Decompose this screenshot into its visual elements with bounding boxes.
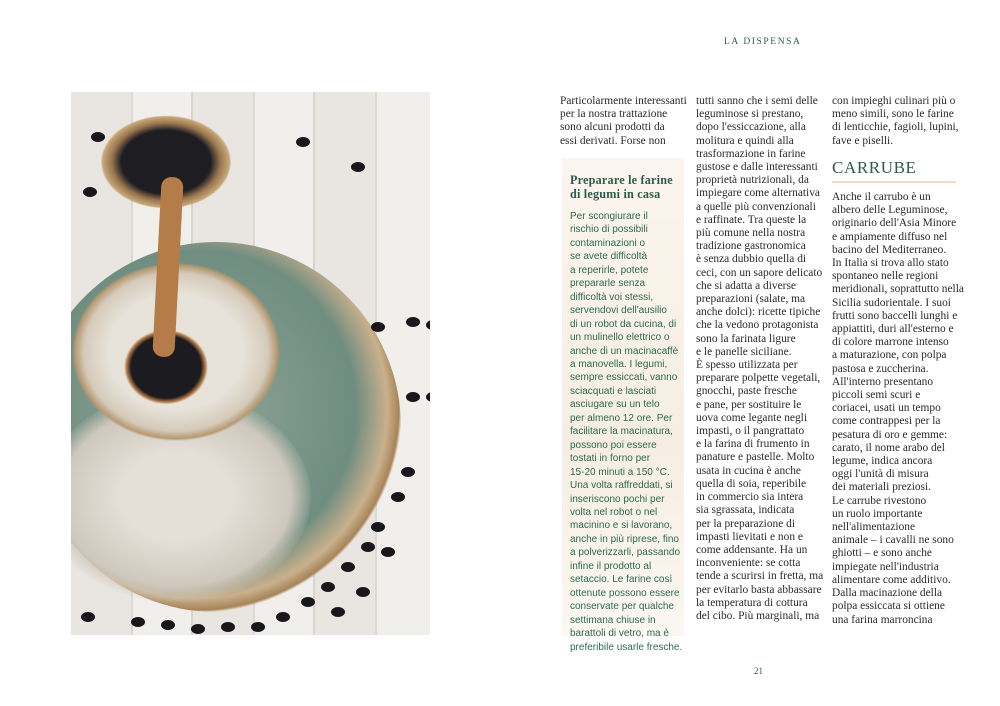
- bean: [351, 162, 365, 172]
- text-line: sciacquati e lasciati: [570, 385, 657, 397]
- text-line: È spesso utilizzata per: [696, 359, 798, 372]
- bean: [81, 612, 95, 622]
- text-line: Una volta raffreddati, si: [570, 480, 673, 492]
- text-line: un mulinello elettrico o: [570, 332, 670, 344]
- text-line: e la farina di frumento in: [696, 438, 810, 451]
- page-number: 21: [754, 666, 763, 676]
- bean: [371, 522, 385, 532]
- text-line: Dalla macinazione della: [832, 587, 943, 600]
- text-line: inseriscono pochi per: [570, 493, 665, 505]
- text-line: gnocchi, paste fresche: [696, 385, 797, 398]
- text-line: se avete difficoltà: [570, 251, 648, 263]
- bean: [361, 542, 375, 552]
- text-line: e pane, per sostituire le: [696, 398, 802, 411]
- text-line: e le panelle siciliane.: [696, 345, 792, 358]
- bean: [406, 392, 420, 402]
- text-line: che si adatta a diverse: [696, 279, 796, 292]
- text-line: 15-20 minuti a 150 °C.: [570, 466, 670, 478]
- bean: [296, 137, 310, 147]
- bean: [91, 132, 105, 142]
- text-line: proprietà nutrizionali, da: [696, 174, 809, 187]
- text-line: Preparare le farine: [570, 173, 673, 187]
- text-line: ceci, con un sapore delicato: [696, 266, 823, 279]
- text-line: appiattiti, duri all'esterno e: [832, 323, 954, 336]
- text-line: impasti lievitati e non e: [696, 530, 803, 543]
- bean: [331, 607, 345, 617]
- text-line: uova come legante negli: [696, 411, 808, 424]
- text-line: un ruolo importante: [832, 507, 923, 520]
- text-line: Sicilia sudorientale. I suoi: [832, 296, 951, 309]
- bean: [276, 612, 290, 622]
- sidebar-title: [570, 173, 673, 201]
- text-line: ghiotti – e sono anche: [832, 547, 932, 560]
- text-line: dopo l'essiccazione, alla: [696, 121, 806, 134]
- text-line: sia sgrassata, indicata: [696, 504, 795, 517]
- text-line: più comune nella nostra: [696, 227, 806, 240]
- text-line: una farina marroncina: [832, 613, 933, 626]
- text-line: sempre essiccati, vanno: [570, 372, 678, 384]
- column-1: [560, 95, 687, 148]
- text-line: setaccio. Le farine così: [570, 574, 673, 586]
- text-line: è senza dubbio quella di: [696, 253, 807, 266]
- text-line: impasti, o il pangrattato: [696, 425, 805, 438]
- text-line: albero delle Leguminose,: [832, 204, 948, 217]
- text-line: infine il prodotto al: [570, 560, 652, 572]
- text-line: ottenute possono essere: [570, 587, 680, 599]
- text-line: e raffinate. Tra queste la: [696, 213, 807, 226]
- bean: [426, 320, 430, 330]
- text-line: Per scongiurare il: [570, 211, 648, 222]
- text-line: usata in cucina è anche: [696, 464, 801, 477]
- section-heading-carrube: CARRUBE: [832, 158, 917, 177]
- text-line: la temperatura di cottura: [696, 596, 808, 609]
- text-line: tradizione gastronomica: [696, 240, 806, 253]
- bean: [406, 317, 420, 327]
- text-line: di lenticchie, fagioli, lupini,: [832, 121, 959, 134]
- bean: [371, 322, 385, 332]
- bean: [161, 620, 175, 630]
- bean: [191, 624, 205, 634]
- bean: [401, 467, 415, 477]
- text-line: sono la farinata ligure: [696, 332, 796, 345]
- column-3-body: [832, 191, 964, 627]
- text-line: e ampiamente diffuso nel: [832, 230, 948, 243]
- text-line: difficoltà voi stessi,: [570, 291, 654, 303]
- text-line: anche di un macinacaffè: [570, 345, 679, 357]
- text-line: impiegate nell'industria: [832, 560, 939, 573]
- text-line: spontaneo nelle regioni: [832, 270, 939, 283]
- text-line: animale – i cavalli ne sono: [832, 534, 954, 547]
- text-line: polpa essiccata si ottiene: [832, 600, 945, 613]
- text-line: barattoli di vetro, ma è: [570, 628, 669, 640]
- text-line: volta nel robot o nel: [570, 506, 658, 518]
- text-line: a polverizzarli, passando: [570, 547, 681, 559]
- text-line: tutti sanno che i semi delle: [696, 95, 818, 107]
- text-line: come addensante. Ha un: [696, 543, 808, 556]
- bean: [301, 597, 315, 607]
- text-line: conservate per qualche: [570, 601, 674, 613]
- text-line: nell'alimentazione: [832, 521, 916, 534]
- text-line: quella di soia, reperibile: [696, 477, 807, 490]
- text-line: servendovi dell'ausilio: [570, 305, 667, 317]
- sidebar-body: [570, 210, 682, 654]
- bean: [131, 617, 145, 627]
- text-line: Anche il carrubo è un: [832, 191, 931, 203]
- text-line: trasformazione in farine: [696, 147, 806, 160]
- bean: [251, 622, 265, 632]
- text-line: oggi l'unità di misura: [832, 468, 929, 481]
- text-line: asciugare su un telo: [570, 399, 660, 411]
- text-line: di legumi in casa: [570, 187, 661, 201]
- text-line: coriacei, usati un tempo: [832, 402, 941, 415]
- bean: [426, 392, 430, 402]
- bean: [221, 622, 235, 632]
- text-line: leguminose si prestano,: [696, 108, 804, 121]
- text-line: meridionali, soprattutto nella: [832, 283, 964, 296]
- text-line: che la vedono protagonista: [696, 319, 819, 332]
- text-line: essi derivati. Forse non: [560, 134, 666, 147]
- text-line: con impieghi culinari più o: [832, 95, 956, 107]
- bean: [321, 582, 335, 592]
- text-line: inconveniente: se cotta: [696, 557, 801, 570]
- text-line: bacino del Mediterraneo.: [832, 243, 947, 256]
- text-line: fave e piselli.: [832, 134, 894, 147]
- text-line: legume, indica ancora: [832, 455, 933, 468]
- bean: [341, 562, 355, 572]
- text-line: possono poi essere: [570, 439, 657, 451]
- bean: [391, 492, 405, 502]
- text-line: meno simili, sono le farine: [832, 108, 954, 121]
- text-line: per evitarlo basta abbassare: [696, 583, 822, 596]
- text-line: tostati in forno per: [570, 453, 651, 465]
- text-line: molitura e quindi alla: [696, 134, 794, 147]
- text-line: settimana chiuse in: [570, 614, 656, 626]
- text-line: originario dell'Asia Minore: [832, 217, 957, 230]
- text-line: pastosa e zuccherina.: [832, 362, 929, 375]
- text-line: Le carrube rivestono: [832, 494, 927, 507]
- text-line: preparazioni (salate, ma: [696, 293, 806, 306]
- bean: [381, 547, 395, 557]
- section-header: LA DISPENSA: [724, 37, 802, 47]
- text-line: a quelle più convenzionali: [696, 200, 816, 213]
- text-line: del cibo. Più marginali, ma: [696, 609, 820, 622]
- text-line: contaminazioni o: [570, 237, 646, 249]
- heading-rule: [832, 181, 956, 183]
- text-line: prepararle senza: [570, 278, 646, 290]
- text-line: preferibile usarle fresche.: [570, 641, 683, 653]
- text-line: carato, il nome arabo del: [832, 441, 945, 454]
- text-line: panature e pastelle. Molto: [696, 451, 815, 464]
- text-line: In Italia si trova allo stato: [832, 257, 949, 270]
- text-line: per la preparazione di: [696, 517, 795, 530]
- column-2: [696, 95, 823, 623]
- text-line: tende a scurirsi in fretta, ma: [696, 570, 824, 583]
- text-line: sono alcuni prodotti da: [560, 121, 665, 134]
- text-line: macinino e si lavorano,: [570, 520, 673, 532]
- food-photo: [71, 92, 430, 635]
- text-line: come contrappesi per la: [832, 415, 941, 428]
- text-line: pesatura di oro e gemme:: [832, 428, 948, 441]
- text-line: Particolarmente interessanti: [560, 95, 687, 107]
- text-line: gustose e dalle interessanti: [696, 161, 818, 174]
- column-3-intro: [832, 95, 959, 148]
- text-line: anche in più riprese, fino: [570, 533, 679, 545]
- text-line: rischio di possibili: [570, 224, 648, 236]
- text-line: piccoli semi scuri e: [832, 389, 921, 402]
- text-line: frutti sono baccelli lunghi e: [832, 309, 958, 322]
- text-line: anche dolci): ricette tipiche: [696, 306, 821, 319]
- text-line: facilitare la macinatura,: [570, 426, 673, 438]
- text-line: dei materiali preziosi.: [832, 481, 931, 494]
- text-line: alimentare come additivo.: [832, 573, 951, 586]
- text-line: a maturazione, con polpa: [832, 349, 947, 362]
- text-line: preparare polpette vegetali,: [696, 372, 821, 385]
- text-line: per la nostra trattazione: [560, 108, 668, 121]
- bean: [356, 587, 370, 597]
- text-line: di un robot da cucina, di: [570, 318, 677, 330]
- text-line: per almeno 12 ore. Per: [570, 412, 673, 424]
- text-line: a manovella. I legumi,: [570, 358, 668, 370]
- text-line: in commercio sia intera: [696, 491, 804, 504]
- bean: [83, 187, 97, 197]
- text-line: di colore marrone intenso: [832, 336, 949, 349]
- text-line: All'interno presentano: [832, 375, 934, 388]
- text-line: a reperirle, potete: [570, 264, 649, 276]
- text-line: impiegare come alternativa: [696, 187, 820, 200]
